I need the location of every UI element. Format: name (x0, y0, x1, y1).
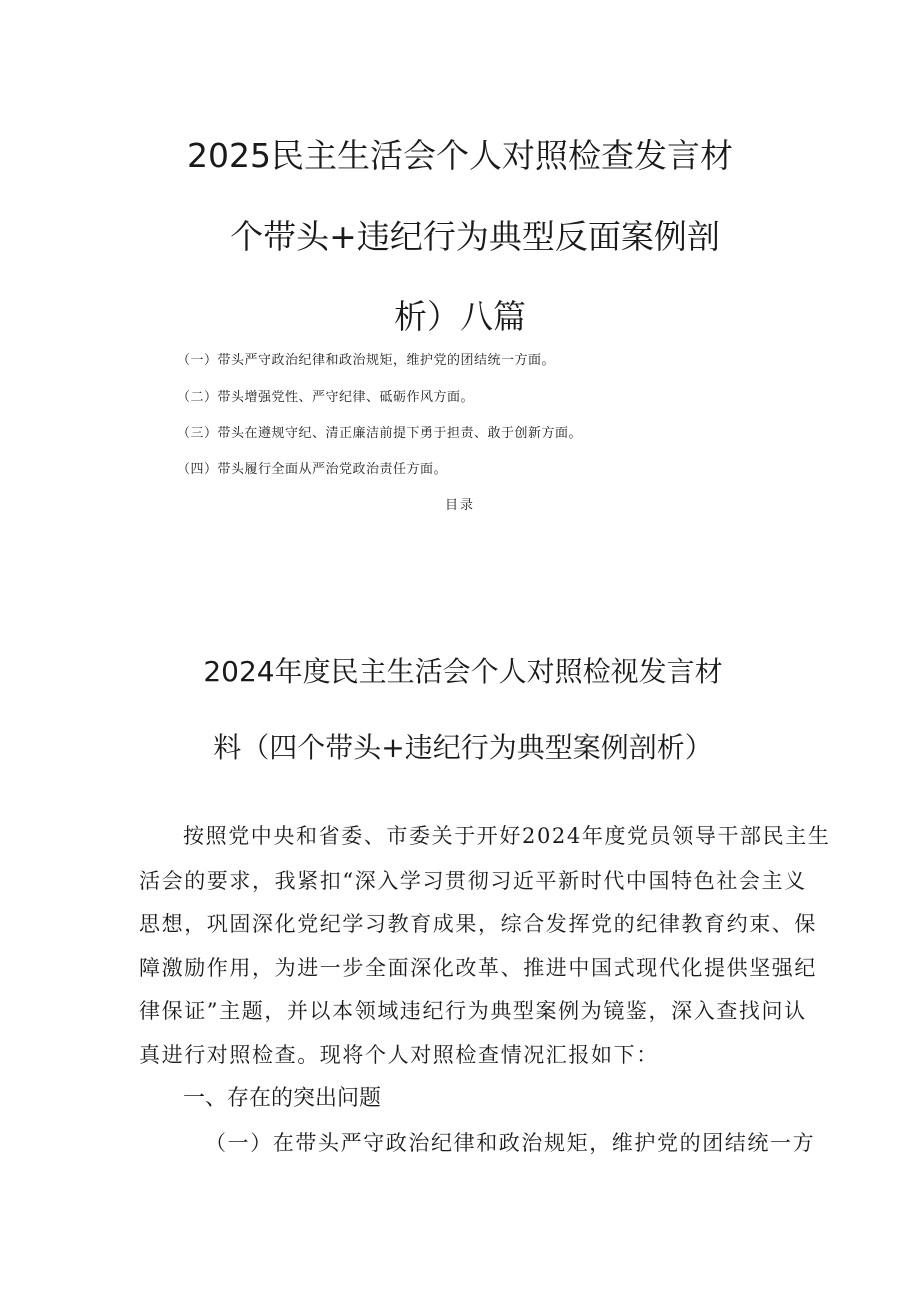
section-heading: 一、存在的突出问题 (183, 1086, 382, 1111)
section-title-line-2: 料（四个带头+违纪行为典型案例剖析） (213, 731, 713, 764)
toc-item: （四）带头履行全面从严治党政治责任方面。 (177, 462, 448, 477)
document-title-line-1: 2025民主生活会个人对照检查发言材 (187, 136, 733, 175)
body-line: 活会的要求，我紧扣“深入学习贯彻习近平新时代中国特色社会主义 (139, 869, 807, 893)
document-title-line-2: 个带头+违纪行为典型反面案例剖 (230, 217, 720, 256)
toc-item: （一）带头严守政治纪律和政治规矩，维护党的团结统一方面。 (177, 353, 556, 368)
section-title-line-1: 2024年度民主生活会个人对照检视发言材 (203, 655, 723, 688)
body-line: 真进行对照检查。现将个人对照检查情况汇报如下： (139, 1043, 659, 1067)
body-line: 律保证”主题，并以本领域违纪行为典型案例为镜鉴，深入查找问认 (139, 999, 807, 1023)
toc-label: 目录 (444, 498, 475, 513)
subsection-first-line: （一）在带头严守政治纪律和政治规矩，维护党的团结统一方 (205, 1131, 816, 1155)
toc-item: （三）带头在遵规守纪、清正廉洁前提下勇于担责、敢于创新方面。 (177, 426, 583, 441)
document-title-line-3: 析）八篇 (394, 297, 526, 336)
body-line: 思想，巩固深化党纪学习教育成果，综合发挥党的纪律教育约束、保 (139, 912, 817, 936)
body-line: 障激励作用，为进一步全面深化改革、推进中国式现代化提供坚强纪 (139, 956, 817, 980)
toc-item: （二）带头增强党性、严守纪律、砥砺作风方面。 (177, 390, 475, 405)
body-line: 按照党中央和省委、市委关于开好2024年度党员领导干部民主生 (183, 824, 831, 848)
